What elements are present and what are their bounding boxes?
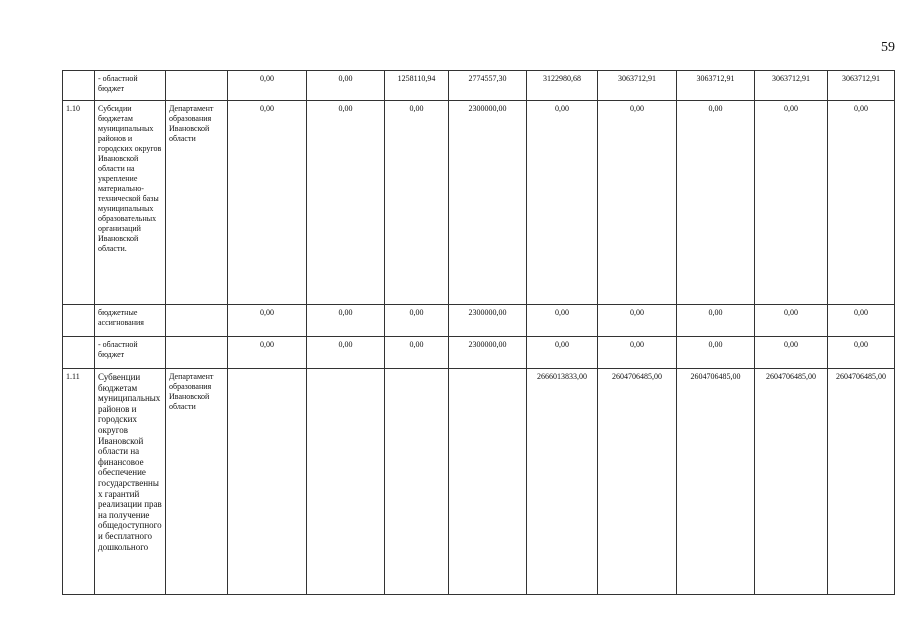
table-row bbox=[63, 305, 895, 337]
table-row bbox=[63, 369, 895, 595]
value-cell: 3063712,91 bbox=[828, 71, 895, 101]
value-cell bbox=[385, 369, 449, 595]
value-cell: 2604706485,00 bbox=[828, 369, 895, 595]
value-cell: 0,00 bbox=[527, 305, 598, 337]
table-row bbox=[63, 71, 895, 101]
value-cell: 0,00 bbox=[677, 337, 755, 369]
value-cell: 2300000,00 bbox=[449, 337, 527, 369]
value-cell: 0,00 bbox=[527, 101, 598, 305]
value-cell: 3063712,91 bbox=[677, 71, 755, 101]
row-number-cell bbox=[63, 71, 95, 101]
value-cell: 2604706485,00 bbox=[677, 369, 755, 595]
value-cell: 0,00 bbox=[598, 337, 677, 369]
item-name-cell: - областной бюджет bbox=[95, 71, 166, 101]
value-cell: 0,00 bbox=[307, 101, 385, 305]
value-cell bbox=[228, 369, 307, 595]
value-cell bbox=[307, 369, 385, 595]
value-cell: 2300000,00 bbox=[449, 101, 527, 305]
executor-cell bbox=[166, 71, 228, 101]
value-cell: 0,00 bbox=[598, 101, 677, 305]
row-number-cell: 1.10 bbox=[63, 101, 95, 305]
value-cell: 0,00 bbox=[228, 101, 307, 305]
executor-cell: Департамент образования Ивановской области bbox=[166, 369, 228, 595]
value-cell: 3063712,91 bbox=[598, 71, 677, 101]
value-cell: 2300000,00 bbox=[449, 305, 527, 337]
value-cell: 0,00 bbox=[385, 337, 449, 369]
executor-cell: Департамент образования Ивановской области bbox=[166, 101, 228, 305]
page-number: 59 bbox=[881, 40, 895, 55]
budget-table bbox=[62, 70, 895, 595]
item-name-cell: Субвенции бюджетам муниципальных районов и городских округов Ивановской области на финансовое обеспечение государственных гарантий реализации прав на получение общедоступного и бесплатного дошкольного bbox=[95, 369, 166, 595]
value-cell: 0,00 bbox=[598, 305, 677, 337]
value-cell: 0,00 bbox=[307, 71, 385, 101]
item-name-cell: Субсидии бюджетам муниципальных районов и городских округов Ивановской области на укрепление материально-технической базы муниципальных образовательных организаций Ивановской области. bbox=[95, 101, 166, 305]
value-cell: 0,00 bbox=[307, 305, 385, 337]
value-cell: 0,00 bbox=[527, 337, 598, 369]
value-cell: 0,00 bbox=[828, 305, 895, 337]
executor-cell bbox=[166, 337, 228, 369]
value-cell: 0,00 bbox=[385, 101, 449, 305]
value-cell: 0,00 bbox=[755, 337, 828, 369]
value-cell: 0,00 bbox=[677, 305, 755, 337]
value-cell: 1258110,94 bbox=[385, 71, 449, 101]
value-cell: 2604706485,00 bbox=[755, 369, 828, 595]
table-row bbox=[63, 337, 895, 369]
row-number-cell bbox=[63, 305, 95, 337]
value-cell: 3063712,91 bbox=[755, 71, 828, 101]
value-cell: 0,00 bbox=[385, 305, 449, 337]
value-cell: 2666013833,00 bbox=[527, 369, 598, 595]
value-cell: 0,00 bbox=[755, 305, 828, 337]
executor-cell bbox=[166, 305, 228, 337]
value-cell bbox=[449, 369, 527, 595]
value-cell: 0,00 bbox=[828, 101, 895, 305]
value-cell: 2604706485,00 bbox=[598, 369, 677, 595]
value-cell: 0,00 bbox=[828, 337, 895, 369]
value-cell: 0,00 bbox=[228, 337, 307, 369]
value-cell: 0,00 bbox=[228, 305, 307, 337]
value-cell: 0,00 bbox=[228, 71, 307, 101]
item-name-cell: - областной бюджет bbox=[95, 337, 166, 369]
row-number-cell bbox=[63, 337, 95, 369]
item-name-cell: бюджетные ассигнования bbox=[95, 305, 166, 337]
value-cell: 3122980,68 bbox=[527, 71, 598, 101]
value-cell: 0,00 bbox=[307, 337, 385, 369]
value-cell: 0,00 bbox=[755, 101, 828, 305]
value-cell: 2774557,30 bbox=[449, 71, 527, 101]
table-row bbox=[63, 101, 895, 305]
value-cell: 0,00 bbox=[677, 101, 755, 305]
row-number-cell: 1.11 bbox=[63, 369, 95, 595]
